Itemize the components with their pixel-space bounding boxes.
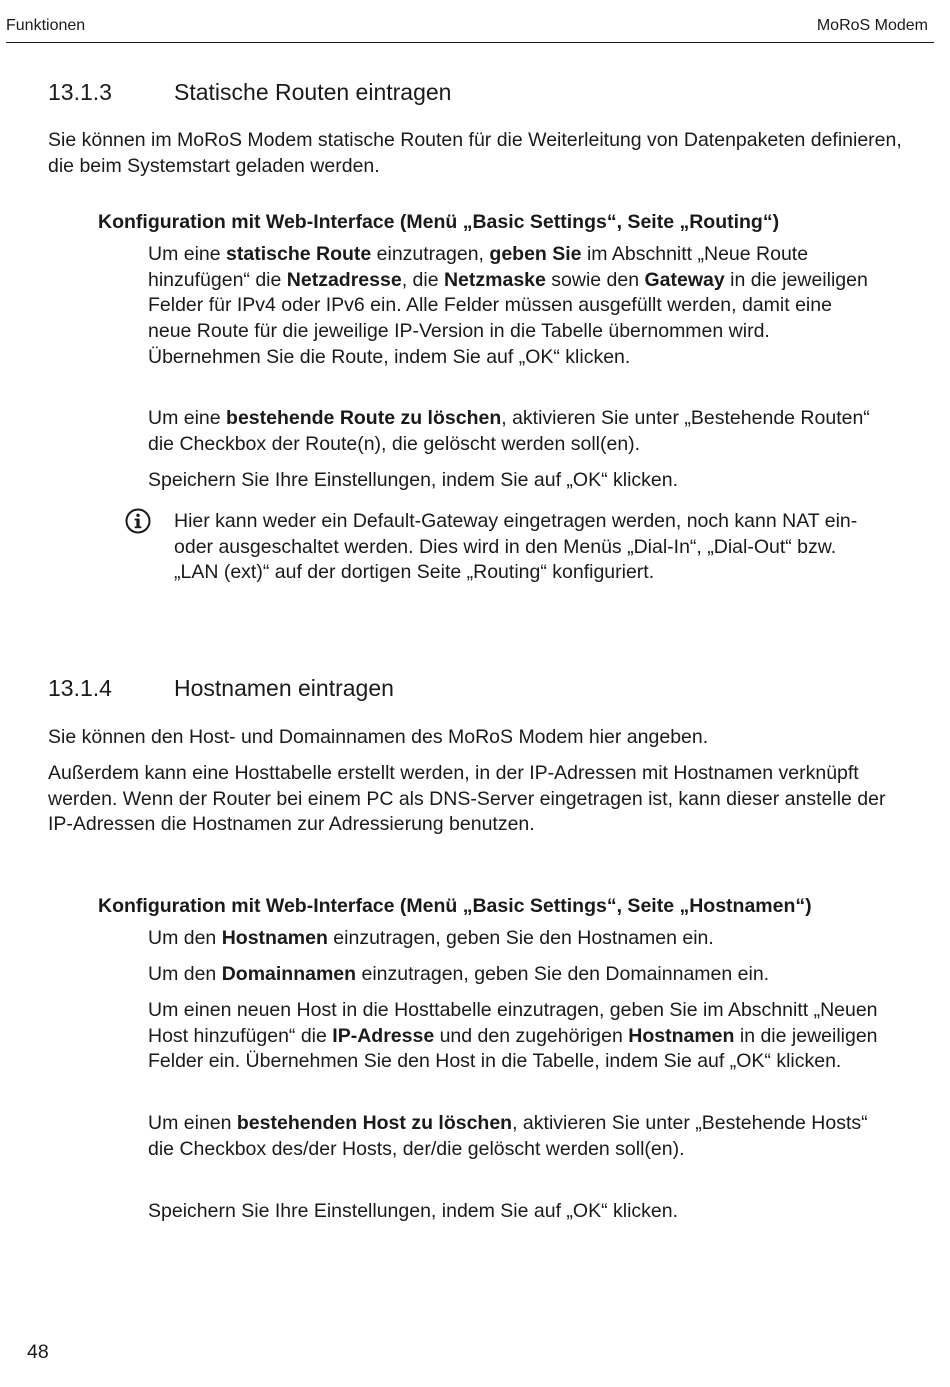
text-run: im Abschnitt „Neue Route hinzufügen“ die	[148, 243, 809, 291]
running-header-right: MoRoS Modem	[816, 17, 928, 34]
bold-term: statische Route	[226, 243, 372, 265]
paragraph-add-route	[148, 242, 878, 371]
section-number: 13.1.4	[48, 675, 112, 701]
paragraph-domainname	[148, 962, 878, 988]
section-intro: Sie können im MoRoS Modem statische Routen für die Weiterleitung von Datenpaketen definieren, die beim Systemstart geladen werden.	[48, 129, 902, 177]
bold-term: IP-Adresse	[332, 1024, 435, 1047]
section-title: Statische Routen eintragen	[174, 79, 452, 105]
bold-term: Netzmaske	[443, 268, 546, 291]
paragraph-delete-route	[148, 406, 878, 457]
text-run: und den zugehörigen	[434, 1024, 629, 1047]
bold-term: Gateway	[644, 268, 725, 291]
bold-term: bestehende Route zu löschen	[226, 407, 502, 429]
text-run: Um eine	[148, 407, 227, 429]
note-text: Hier kann weder ein Default-Gateway eingetragen werden, noch kann NAT ein- oder ausgeschaltet werden. Dies wird in den Menüs „Dial-In“, „Dial-Out“ bzw. „LAN (ext)“ auf der dortigen Seite „Routing“ konfiguriert.	[174, 510, 858, 584]
bold-term: geben Sie	[489, 243, 582, 265]
text-run: einzutragen, geben Sie den Domainnamen ein.	[356, 963, 770, 985]
section-heading-13-1-4	[48, 675, 394, 702]
section-intro: Sie können den Host- und Domainnamen des MoRoS Modem hier angeben.	[48, 726, 709, 748]
header-rule	[6, 42, 934, 43]
text-run: sowie den	[545, 268, 645, 291]
section-title: Hostnamen eintragen	[174, 675, 394, 701]
text-run: , die	[401, 268, 444, 291]
text-run: einzutragen, geben Sie den Hostnamen ein.	[327, 927, 714, 949]
text-run: , aktivieren Sie unter „Bestehende Routen“ die Checkbox der Route(n), die gelöscht werden soll(en).	[148, 407, 870, 455]
text-run: in die jeweiligen Felder ein. Übernehmen Sie den Host in die Tabelle, indem Sie auf „OK“ klicken.	[148, 1024, 878, 1073]
subheading-routing: Konfiguration mit Web-Interface (Menü „Basic Settings“, Seite „Routing“)	[98, 211, 780, 233]
text-run: Um einen	[148, 1112, 237, 1134]
bold-term: Domainnamen	[221, 963, 357, 985]
info-icon	[124, 507, 152, 535]
section-intro-hosttable: Außerdem kann eine Hosttabelle erstellt werden, in der IP-Adressen mit Hostnamen verknüpft werden. Wenn der Router bei einem PC als DNS-Server eingetragen ist, kann dieser anstelle der IP-Adressen die Hostnamen zur Adressierung benutzen.	[48, 762, 886, 836]
page-number: 48	[27, 1341, 49, 1363]
text-run: Um den	[148, 927, 222, 949]
paragraph-delete-host	[148, 1111, 878, 1162]
paragraph-save-routes: Speichern Sie Ihre Einstellungen, indem Sie auf „OK“ klicken.	[148, 469, 679, 491]
section-number: 13.1.3	[48, 79, 112, 105]
bold-term: bestehenden Host zu löschen	[236, 1112, 513, 1134]
running-header-left: Funktionen	[6, 17, 86, 34]
bold-term: Hostnamen	[628, 1024, 735, 1047]
text-run: Um einen neuen Host in die Hosttabelle einzutragen, geben Sie im Abschnitt „Neuen Host hinzufügen“ die	[148, 999, 878, 1047]
paragraph-save-hosts: Speichern Sie Ihre Einstellungen, indem Sie auf „OK“ klicken.	[148, 1200, 679, 1222]
paragraph-add-host	[148, 998, 878, 1075]
text-run: Um den	[148, 963, 222, 985]
text-run: einzutragen,	[371, 243, 490, 265]
bold-term: Netzadresse	[286, 268, 402, 291]
text-run: Um eine	[148, 243, 227, 265]
bold-term: Hostnamen	[221, 927, 328, 949]
text-run: , aktivieren Sie unter „Bestehende Hosts“ die Checkbox des/der Hosts, der/die gelöscht werden soll(en).	[148, 1112, 868, 1160]
paragraph-hostname	[148, 926, 878, 952]
subheading-hostnames: Konfiguration mit Web-Interface (Menü „Basic Settings“, Seite „Hostnamen“)	[98, 895, 812, 917]
section-heading-13-1-3	[48, 79, 451, 106]
text-run: in die jeweiligen Felder für IPv4 oder IPv6 ein. Alle Felder müssen ausgefüllt werden, damit eine neue Route für die jeweilige IP-Version in die Tabelle übernommen wird. Übernehmen Sie die Route, indem Sie auf „OK“ klicken.	[148, 268, 868, 368]
